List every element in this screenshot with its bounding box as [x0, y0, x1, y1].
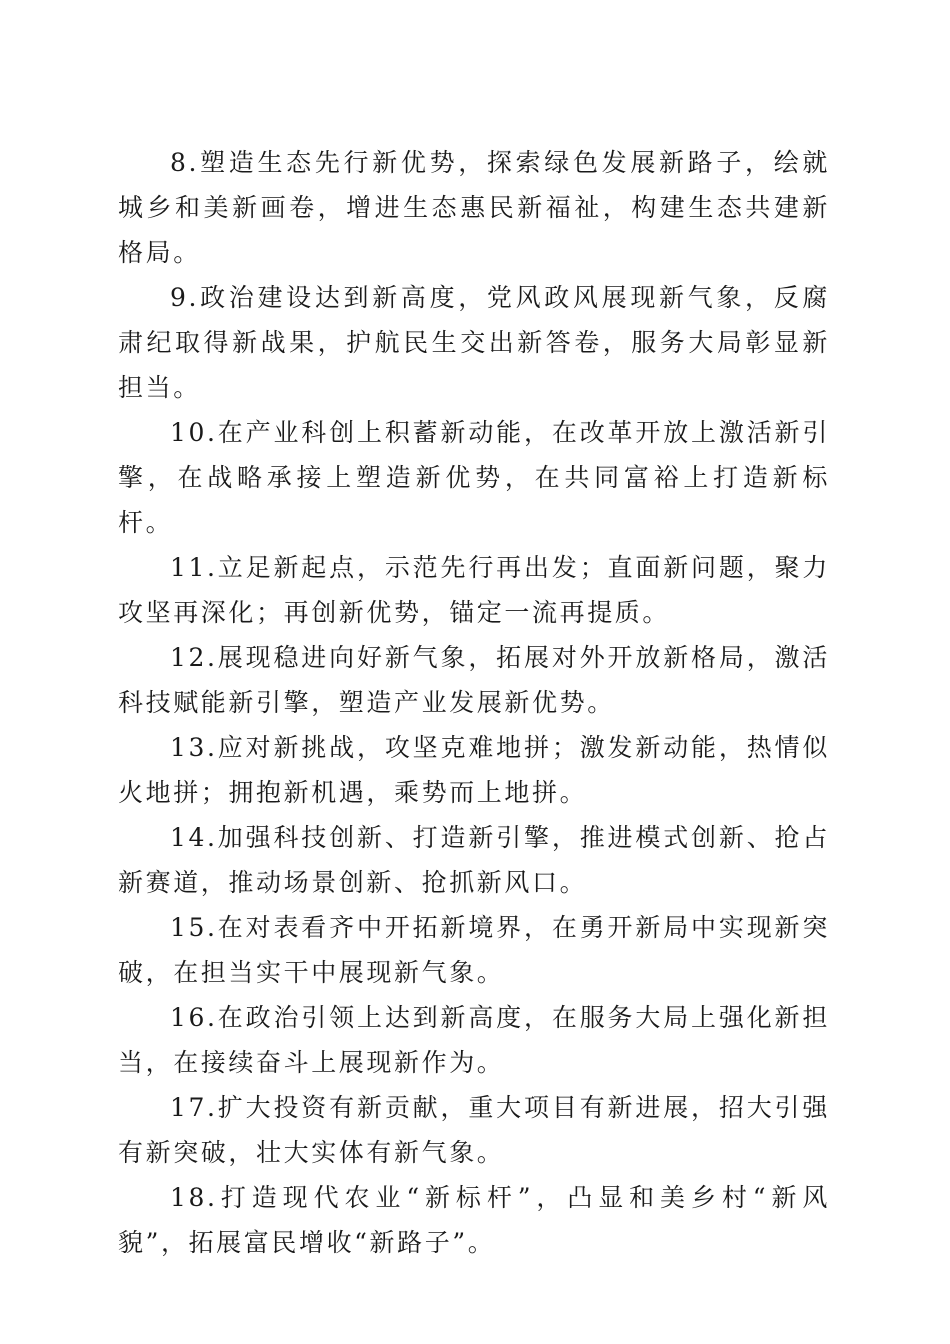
list-item-10: 10.在产业科创上积蓄新动能，在改革开放上激活新引擎，在战略承接上塑造新优势，在共同富裕上打造新标杆。 — [118, 418, 830, 537]
list-item-16: 16.在政治引领上达到新高度，在服务大局上强化新担当，在接续奋斗上展现新作为。 — [118, 1003, 830, 1077]
list-item-12: 12.展现稳进向好新气象，拓展对外开放新格局，激活科技赋能新引擎，塑造产业发展新优势。 — [118, 643, 830, 717]
list-item-18: 18.打造现代农业“新标杆”，凸显和美乡村“新风貌”，拓展富民增收“新路子”。 — [118, 1183, 830, 1257]
list-item-9: 9.政治建设达到新高度，党风政风展现新气象，反腐肃纪取得新战果，护航民生交出新答卷，服务大局彰显新担当。 — [118, 283, 830, 402]
list-item-8: 8.塑造生态先行新优势，探索绿色发展新路子，绘就城乡和美新画卷，增进生态惠民新福祉，构建生态共建新格局。 — [118, 148, 830, 267]
list-item-17: 17.扩大投资有新贡献，重大项目有新进展，招大引强有新突破，壮大实体有新气象。 — [118, 1093, 830, 1167]
list-item-11: 11.立足新起点，示范先行再出发；直面新问题，聚力攻坚再深化；再创新优势，锚定一流再提质。 — [118, 553, 830, 627]
list-item-14: 14.加强科技创新、打造新引擎，推进模式创新、抢占新赛道，推动场景创新、抢抓新风口。 — [118, 823, 830, 897]
list-item-13: 13.应对新挑战，攻坚克难地拼；激发新动能，热情似火地拼；拥抱新机遇，乘势而上地拼。 — [118, 733, 830, 807]
document-page — [118, 140, 830, 1265]
list-item-15: 15.在对表看齐中开拓新境界，在勇开新局中实现新突破，在担当实干中展现新气象。 — [118, 913, 830, 987]
